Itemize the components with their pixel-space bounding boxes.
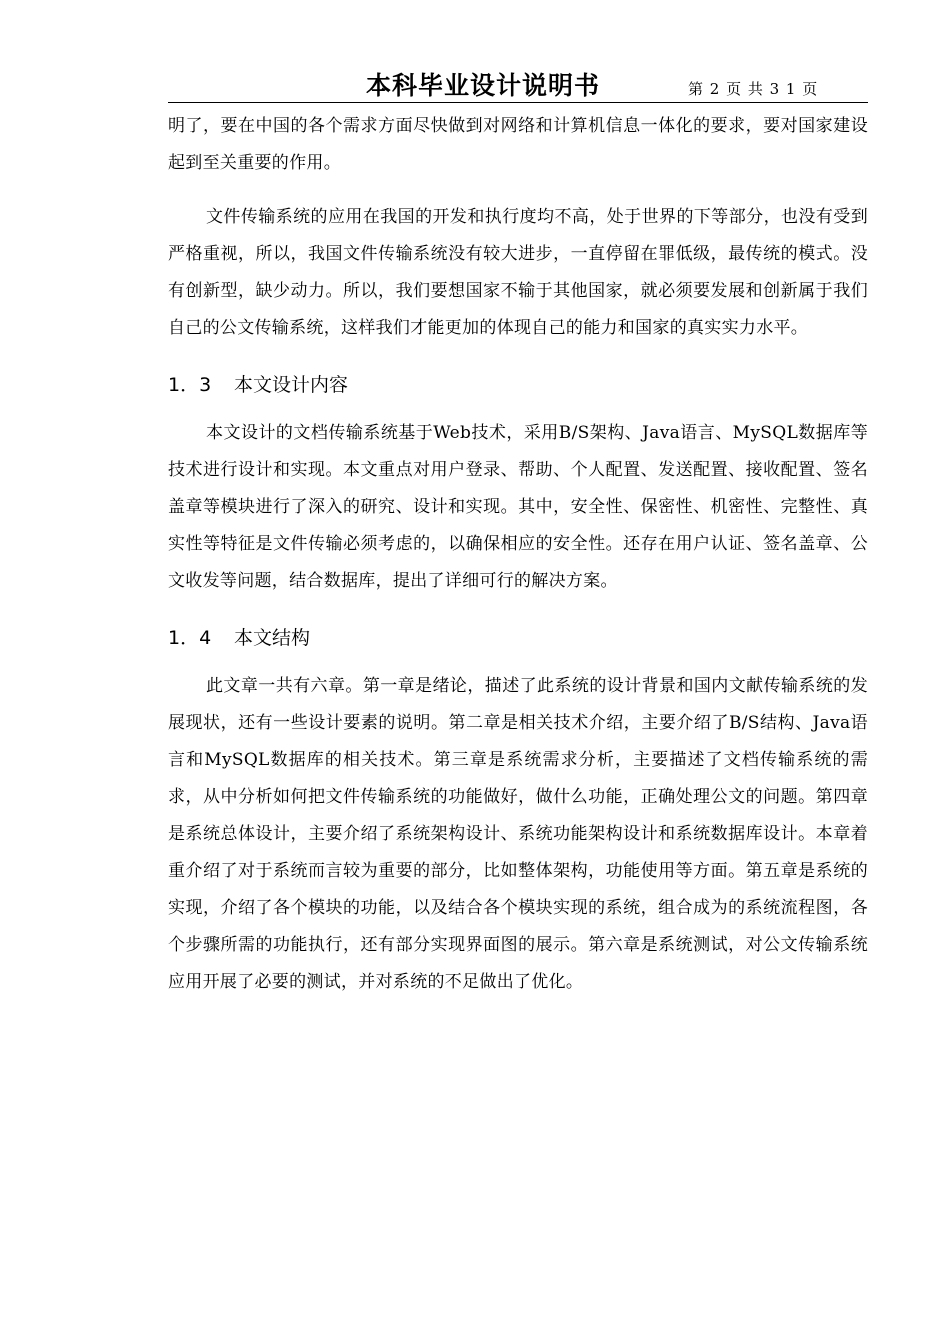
page-number-info: 第 2 页 共 3 1 页	[688, 80, 819, 98]
section-number: 1．3	[168, 374, 212, 396]
section-title: 本文结构	[234, 627, 311, 649]
section-heading-1-4	[168, 618, 868, 658]
section-title: 本文设计内容	[234, 374, 349, 396]
document-body	[168, 108, 868, 1001]
paragraph-continued: 明了，要在中国的各个需求方面尽快做到对网络和计算机信息一体化的要求，要对国家建设起到至关重要的作用。	[168, 116, 868, 173]
paragraph-file-transfer-status: 文件传输系统的应用在我国的开发和执行度均不高，处于世界的下等部分，也没有受到严格重视，所以，我国文件传输系统没有较大进步，一直停留在罪低级，最传统的模式。没有创新型，缺少动力。所以，我们要想国家不输于其他国家，就必须要发展和创新属于我们自己的公文传输系统，这样我们才能更加的体现自己的能力和国家的真实实力水平。	[168, 207, 868, 338]
section-number: 1．4	[168, 627, 212, 649]
section-heading-1-3	[168, 365, 868, 405]
paragraph-design-content: 本文设计的文档传输系统基于Web技术，采用B/S架构、Java语言、MySQL数据库等技术进行设计和实现。本文重点对用户登录、帮助、个人配置、发送配置、接收配置、签名盖章等模块进行了深入的研究、设计和实现。其中，安全性、保密性、机密性、完整性、真实性等特征是文件传输必须考虑的，以确保相应的安全性。还存在用户认证、签名盖章、公文收发等问题，结合数据库，提出了详细可行的解决方案。	[168, 423, 868, 591]
page-header	[168, 70, 868, 103]
header-title: 本科毕业设计说明书	[366, 71, 601, 100]
paragraph-structure: 此文章一共有六章。第一章是绪论，描述了此系统的设计背景和国内文献传输系统的发展现状，还有一些设计要素的说明。第二章是相关技术介绍，主要介绍了B/S结构、Java语言和MySQL数据库的相关技术。第三章是系统需求分析，主要描述了文档传输系统的需求，从中分析如何把文件传输系统的功能做好，做什么功能，正确处理公文的问题。第四章是系统总体设计，主要介绍了系统架构设计、系统功能架构设计和系统数据库设计。本章着重介绍了对于系统而言较为重要的部分，比如整体架构，功能使用等方面。第五章是系统的实现，介绍了各个模块的功能，以及结合各个模块实现的系统，组合成为的系统流程图，各个步骤所需的功能执行，还有部分实现界面图的展示。第六章是系统测试，对公文传输系统应用开展了必要的测试，并对系统的不足做出了优化。	[168, 676, 868, 992]
